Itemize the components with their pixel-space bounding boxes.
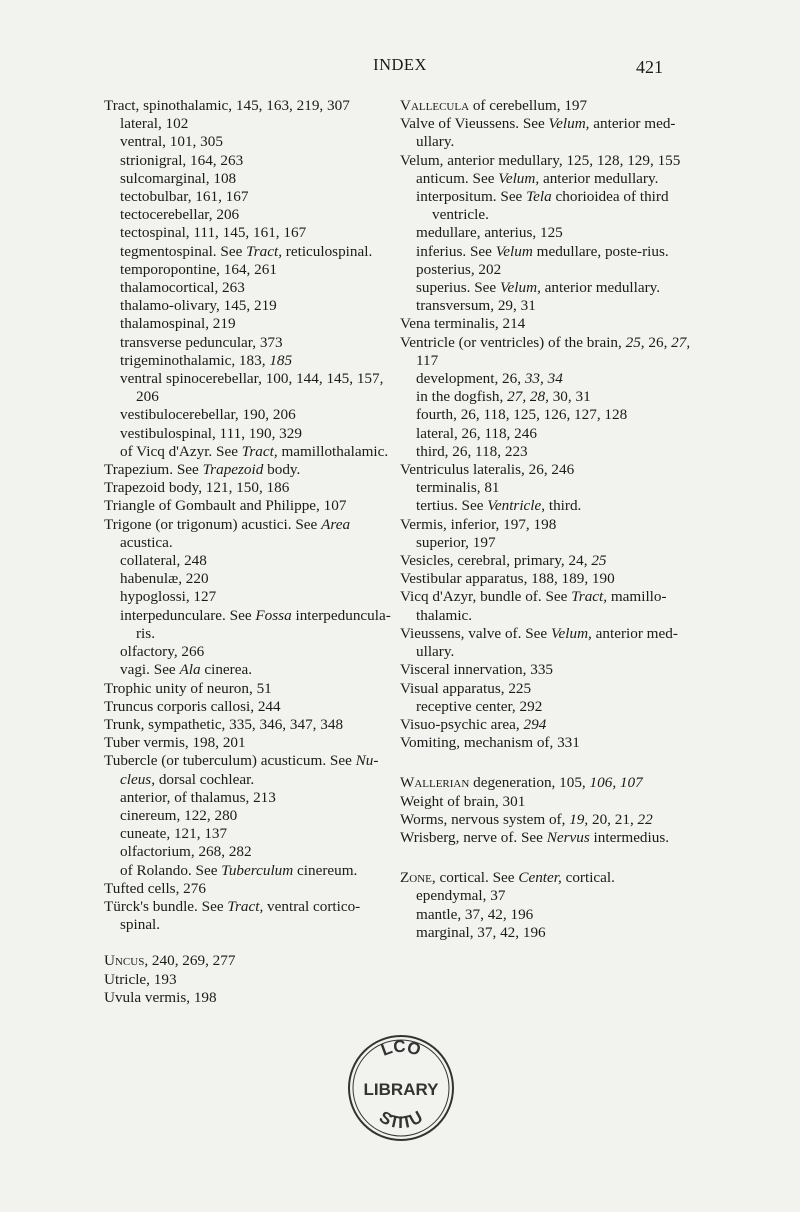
index-entry: Uncus, 240, 269, 277: [104, 952, 236, 970]
stamp-middle-text: LIBRARY: [363, 1080, 439, 1099]
index-subentry: trigeminothalamic, 183, 185: [120, 351, 293, 369]
right-column: [400, 97, 705, 942]
index-subentry: medullare, anterius, 125: [416, 224, 563, 242]
index-entry: Valve of Vieussens. See Velum, anterior med-ullary.: [400, 115, 676, 151]
index-subentry: ventral spinocerebellar, 100, 144, 145, 157, 206: [120, 370, 384, 406]
index-entry: Tufted cells, 276: [104, 879, 206, 897]
stamp-bottom-text: STITU: [376, 1107, 426, 1133]
index-subentry: lateral, 26, 118, 246: [416, 424, 537, 442]
index-subentry: terminalis, 81: [416, 479, 500, 497]
index-subentry: ventral, 101, 305: [120, 133, 223, 151]
index-subentry: transverse peduncular, 373: [120, 333, 283, 351]
index-entry: Vallecula of cerebellum, 197: [400, 97, 588, 114]
index-subentry: interpositum. See Tela chorioidea of third ventricle.: [416, 188, 669, 224]
index-subentry: anterior, of thalamus, 213: [120, 788, 276, 806]
index-entry: Wrisberg, nerve of. See Nervus intermedius.: [400, 828, 670, 846]
index-entry: Tract, spinothalamic, 145, 163, 219, 307: [104, 97, 350, 114]
index-subentry: tectocerebellar, 206: [120, 206, 240, 224]
index-subentry: lateral, 102: [120, 115, 189, 133]
page-number: 421: [636, 57, 663, 77]
index-subentry: tegmentospinal. See Tract, reticulospinal.: [120, 242, 373, 260]
index-entry: Vena terminalis, 214: [400, 315, 526, 333]
svg-text:LCO: [378, 1037, 423, 1060]
index-subentry: posterius, 202: [416, 260, 502, 278]
index-subentry: in the dogfish, 27, 28, 30, 31: [416, 388, 591, 406]
index-subentry: olfactorium, 268, 282: [120, 843, 252, 861]
index-subentry: inferius. See Velum medullare, poste-rius.: [416, 242, 669, 260]
index-subentry: tectospinal, 111, 145, 161, 167: [120, 224, 307, 242]
index-subentry: thalamocortical, 263: [120, 279, 245, 297]
index-subentry: collateral, 248: [120, 552, 207, 570]
index-subentry: strionigral, 164, 263: [120, 151, 244, 169]
stamp-top-text: LCO: [378, 1036, 424, 1060]
index-entry: Ventriculus lateralis, 26, 246: [400, 461, 575, 479]
index-entry: Trunk, sympathetic, 335, 346, 347, 348: [104, 715, 344, 733]
index-entry: Vieussens, valve of. See Velum, anterior med-ullary.: [400, 624, 678, 661]
index-subentry: of Vicq d'Azyr. See Tract, mamillothalamic.: [120, 442, 389, 460]
index-entry: Visual apparatus, 225: [400, 679, 532, 697]
index-entry: Trophic unity of neuron, 51: [104, 679, 272, 697]
index-entry: Vestibular apparatus, 188, 189, 190: [400, 570, 615, 588]
index-entry: Uvula vermis, 198: [104, 988, 217, 1006]
index-subentry: cuneate, 121, 137: [120, 825, 228, 843]
index-subentry: anticum. See Velum, anterior medullary.: [416, 169, 659, 187]
index-subentry: temporopontine, 164, 261: [120, 260, 277, 278]
index-subentry: third, 26, 118, 223: [416, 442, 528, 460]
index-entry: Trapezoid body, 121, 150, 186: [104, 479, 290, 497]
index-subentry: ependymal, 37: [416, 887, 506, 905]
index-entry: Visceral innervation, 335: [400, 661, 554, 679]
index-entry: Ventricle (or ventricles) of the brain, 25, 26, 27, 117: [400, 333, 691, 369]
index-subentry: vagi. See Ala cinerea.: [120, 661, 252, 679]
index-subentry: vestibulocerebellar, 190, 206: [120, 406, 296, 424]
index-entry: Triangle of Gombault and Philippe, 107: [104, 497, 347, 515]
index-subentry: tertius. See Ventricle, third.: [416, 497, 582, 515]
index-subentry: sulcomarginal, 108: [120, 169, 237, 187]
index-subentry: habenulæ, 220: [120, 570, 209, 588]
index-subentry: thalamospinal, 219: [120, 315, 236, 333]
left-column: [104, 97, 394, 1007]
index-entry: Worms, nervous system of, 19, 20, 21, 22: [400, 810, 653, 828]
index-subentry: marginal, 37, 42, 196: [416, 923, 546, 941]
page-header: [0, 55, 800, 81]
index-entry: Wallerian degeneration, 105, 106, 107: [400, 774, 643, 792]
index-subentry: transversum, 29, 31: [416, 297, 536, 315]
index-subentry: interpedunculare. See Fossa interpeduncula-ris.: [120, 606, 391, 642]
index-entry: Truncus corporis callosi, 244: [104, 697, 281, 715]
index-subentry: fourth, 26, 118, 125, 126, 127, 128: [416, 406, 628, 424]
index-entry: Vermis, inferior, 197, 198: [400, 515, 557, 533]
index-entry: Trigone (or trigonum) acustici. See Area acustica.: [104, 515, 351, 551]
index-subentry: vestibulospinal, 111, 190, 329: [120, 424, 302, 442]
index-subentry: tectobulbar, 161, 167: [120, 188, 249, 206]
index-entry: Visuo-psychic area, 294: [400, 715, 547, 733]
library-stamp: [345, 1032, 457, 1144]
index-entry: Zone, cortical. See Center, cortical.: [400, 869, 615, 887]
index-entry: Vomiting, mechanism of, 331: [400, 734, 580, 752]
index-entry: Tuber vermis, 198, 201: [104, 734, 246, 752]
index-subentry: thalamo-olivary, 145, 219: [120, 297, 277, 315]
index-subentry: superior, 197: [416, 533, 496, 551]
index-subentry: hypoglossi, 127: [120, 588, 217, 606]
index-subentry: cinereum, 122, 280: [120, 806, 238, 824]
index-entry: Tubercle (or tuberculum) acusticum. See Nu-cleus, dorsal cochlear.: [104, 752, 379, 788]
index-subentry: of Rolando. See Tuberculum cinereum.: [120, 861, 358, 879]
index-entry: Trapezium. See Trapezoid body.: [104, 461, 301, 479]
svg-text:STITU: [376, 1107, 426, 1132]
page-title: INDEX: [373, 55, 427, 74]
index-subentry: development, 26, 33, 34: [416, 370, 563, 388]
index-entry: Türck's bundle. See Tract, ventral cortico-spinal.: [104, 897, 361, 934]
index-entry: Vesicles, cerebral, primary, 24, 25: [400, 552, 607, 570]
index-entry: Weight of brain, 301: [400, 792, 526, 810]
index-subentry: mantle, 37, 42, 196: [416, 905, 534, 923]
index-subentry: olfactory, 266: [120, 643, 205, 661]
index-entry: Velum, anterior medullary, 125, 128, 129, 155: [400, 151, 681, 169]
index-entry: Utricle, 193: [104, 970, 177, 988]
index-entry: Vicq d'Azyr, bundle of. See Tract, mamillo-thalamic.: [400, 588, 667, 624]
index-subentry: receptive center, 292: [416, 697, 543, 715]
index-subentry: superius. See Velum, anterior medullary.: [416, 279, 661, 297]
